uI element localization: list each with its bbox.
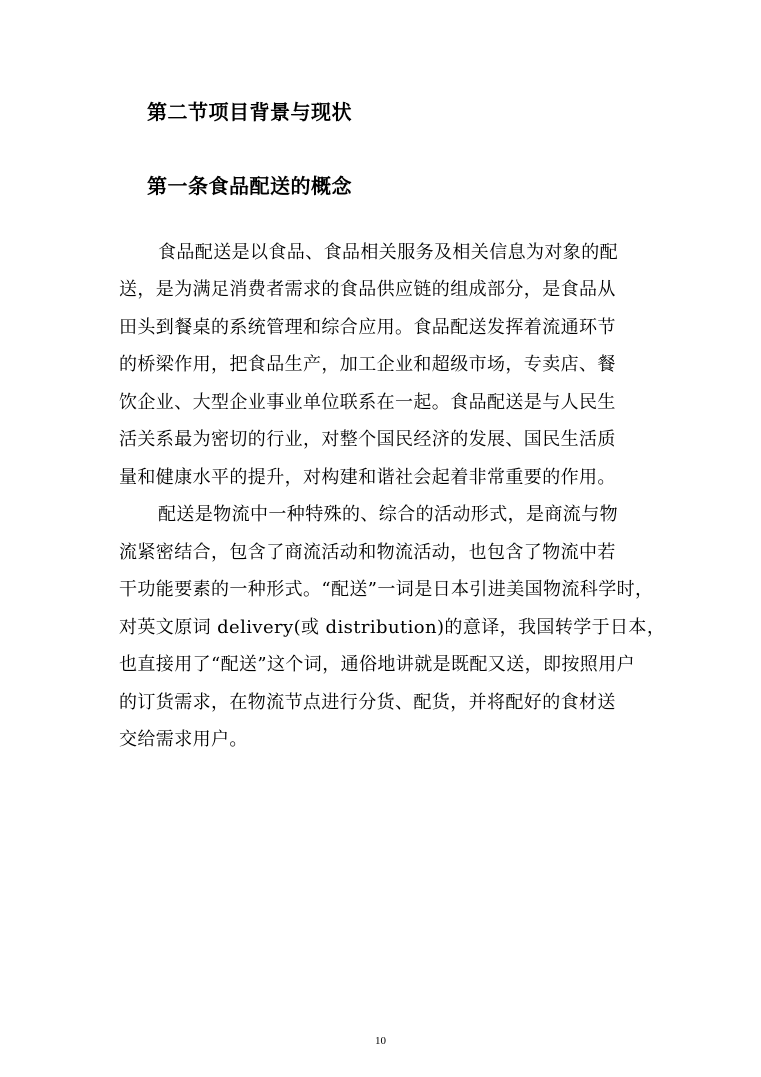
paragraph-2-line-6: 的订货需求，在物流节点进行分货、配货，并将配好的食材送 bbox=[119, 692, 616, 713]
paragraph-2-line-3: 干功能要素的一种形式。“配送”一词是日本引进美国物流科学时， bbox=[119, 579, 654, 600]
paragraph-1-line-5: 饮企业、大型企业事业单位联系在一起。食品配送是与人民生 bbox=[119, 392, 616, 413]
section-heading: 第二节项目背景与现状 bbox=[147, 100, 352, 124]
article-heading: 第一条食品配送的概念 bbox=[147, 174, 352, 198]
paragraph-2-line-4: 对英文原词 delivery(或 distribution)的意译，我国转学于日本， bbox=[119, 617, 666, 638]
paragraph-1-line-7: 量和健康水平的提升，对构建和谐社会起着非常重要的作用。 bbox=[119, 467, 616, 488]
paragraph-2-line-5: 也直接用了“配送”这个词，通俗地讲就是既配又送，即按照用户 bbox=[119, 654, 636, 675]
paragraph-1-line-1: 食品配送是以食品、食品相关服务及相关信息为对象的配 bbox=[158, 242, 618, 263]
paragraph-2-line-1: 配送是物流中一种特殊的、综合的活动形式，是商流与物 bbox=[158, 504, 618, 525]
paragraph-2-line-2: 流紧密结合，包含了商流活动和物流活动，也包含了物流中若 bbox=[119, 542, 616, 563]
paragraph-1-line-4: 的桥梁作用，把食品生产，加工企业和超级市场，专卖店、餐 bbox=[119, 354, 616, 375]
page-number: 10 bbox=[375, 1035, 386, 1047]
paragraph-1-line-6: 活关系最为密切的行业，对整个国民经济的发展、国民生活质 bbox=[119, 429, 616, 450]
paragraph-1-line-3: 田头到餐桌的系统管理和综合应用。食品配送发挥着流通环节 bbox=[119, 317, 616, 338]
paragraph-1-line-2: 送，是为满足消费者需求的食品供应链的组成部分，是食品从 bbox=[119, 279, 616, 300]
paragraph-2-line-7: 交给需求用户。 bbox=[119, 729, 248, 750]
